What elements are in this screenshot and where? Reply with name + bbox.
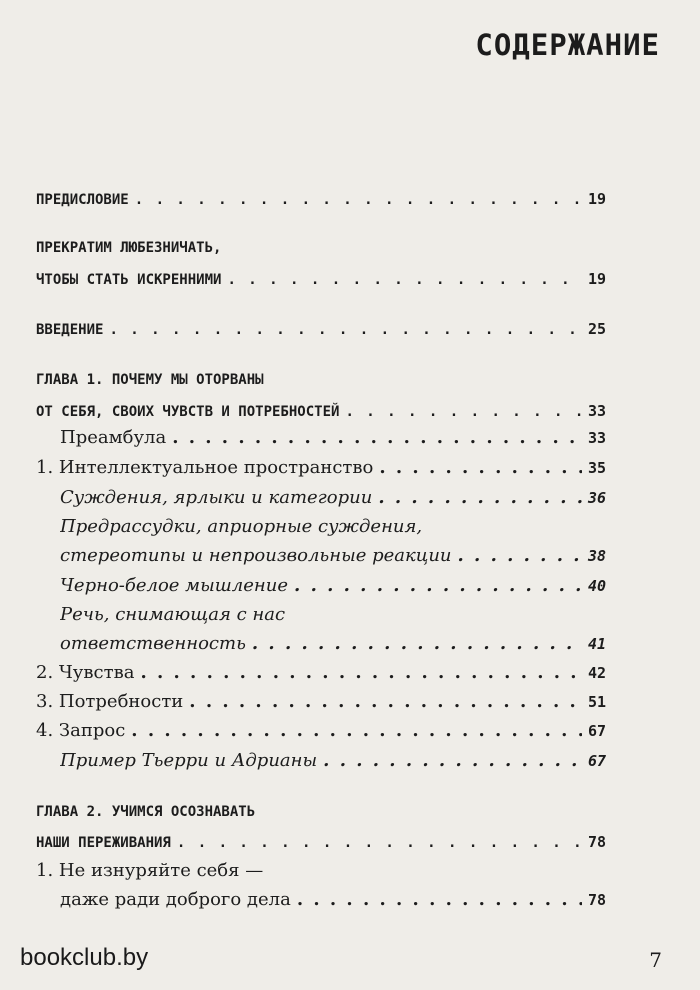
toc-item-prejudices-line1[interactable] bbox=[60, 516, 606, 537]
dot-leader bbox=[378, 487, 582, 508]
dot-leader bbox=[294, 575, 582, 596]
toc-page-number: 36 bbox=[587, 489, 606, 507]
chapter-heading: ГЛАВА 1. ПОЧЕМУ МЫ ОТОРВАНЫ bbox=[36, 372, 264, 388]
toc-item-preambula[interactable] bbox=[60, 427, 606, 448]
toc-chapter2-line2[interactable] bbox=[36, 833, 606, 851]
toc-chapter1-line1[interactable] bbox=[36, 372, 606, 388]
toc-item-label: ответственность bbox=[60, 633, 246, 654]
dot-leader bbox=[345, 404, 582, 420]
dot-leader bbox=[189, 691, 582, 712]
toc-entry-label: ПРЕКРАТИМ ЛЮБЕЗНИЧАТЬ, bbox=[36, 240, 222, 256]
toc-item-label: 3. Потребности bbox=[36, 691, 184, 712]
toc-page-number: 38 bbox=[587, 547, 606, 565]
toc-item-dont-exhaust-line1[interactable] bbox=[36, 860, 606, 881]
toc-entry-prekratim-line2[interactable] bbox=[36, 270, 606, 288]
toc-item-label: Пример Тьерри и Адрианы bbox=[60, 750, 318, 771]
dot-leader bbox=[252, 633, 582, 654]
toc-item-needs[interactable] bbox=[36, 691, 606, 712]
toc-page-number: 33 bbox=[587, 429, 606, 447]
toc-page-number: 35 bbox=[587, 459, 606, 477]
toc-chapter1-line2[interactable] bbox=[36, 402, 606, 420]
dot-leader bbox=[140, 662, 582, 683]
toc-item-speech-line2[interactable] bbox=[60, 633, 606, 654]
toc-entry-label: ЧТОБЫ СТАТЬ ИСКРЕННИМИ bbox=[36, 272, 222, 288]
dot-leader bbox=[172, 427, 582, 448]
toc-item-request[interactable] bbox=[36, 720, 606, 741]
toc-item-label: Предрассудки, априорные суждения, bbox=[60, 516, 423, 537]
chapter-heading: НАШИ ПЕРЕЖИВАНИЯ bbox=[36, 835, 171, 851]
toc-item-dont-exhaust-line2[interactable] bbox=[60, 889, 606, 910]
toc-item-label: Преамбула bbox=[60, 427, 167, 448]
dot-leader bbox=[297, 889, 582, 910]
toc-page-number: 40 bbox=[587, 577, 606, 595]
toc-item-prejudices-line2[interactable] bbox=[60, 545, 606, 566]
toc-entry-predislovie[interactable] bbox=[36, 190, 606, 208]
toc-item-black-white[interactable] bbox=[60, 575, 606, 596]
dot-leader bbox=[323, 750, 582, 771]
toc-chapter2-line1[interactable] bbox=[36, 804, 606, 820]
toc-item-label: 1. Интеллектуальное пространство bbox=[36, 457, 374, 478]
dot-leader bbox=[177, 835, 582, 851]
toc-entry-label: ВВЕДЕНИЕ bbox=[36, 322, 104, 338]
chapter-heading: ГЛАВА 2. УЧИМСЯ ОСОЗНАВАТЬ bbox=[36, 804, 256, 820]
dot-leader bbox=[379, 457, 582, 478]
toc-item-label: Суждения, ярлыки и категории bbox=[60, 487, 373, 508]
toc-item-label: Речь, снимающая с нас bbox=[60, 604, 286, 625]
toc-item-label: стереотипы и непроизвольные реакции bbox=[60, 545, 452, 566]
toc-item-label: даже ради доброго дела bbox=[60, 889, 291, 910]
toc-entry-label: ПРЕДИСЛОВИЕ bbox=[36, 192, 129, 208]
toc-page-number: 78 bbox=[587, 833, 606, 851]
toc-entry-vvedenie[interactable] bbox=[36, 320, 606, 338]
toc-page-number: 51 bbox=[587, 693, 606, 711]
toc-item-judgments[interactable] bbox=[60, 487, 606, 508]
toc-page-number: 33 bbox=[587, 402, 606, 420]
toc-page-number: 67 bbox=[587, 752, 606, 770]
chapter-heading: ОТ СЕБЯ, СВОИХ ЧУВСТВ И ПОТРЕБНОСТЕЙ bbox=[36, 404, 340, 420]
dot-leader bbox=[458, 545, 582, 566]
toc-item-feelings[interactable] bbox=[36, 662, 606, 683]
toc-page-number: 19 bbox=[587, 270, 606, 288]
toc-item-example[interactable] bbox=[60, 750, 606, 771]
toc-entry-prekratim-line1[interactable] bbox=[36, 240, 606, 256]
toc-item-label: Черно-белое мышление bbox=[60, 575, 289, 596]
toc-page-number: 25 bbox=[587, 320, 606, 338]
dot-leader bbox=[135, 192, 582, 208]
toc-item-label: 1. Не изнуряйте себя — bbox=[36, 860, 264, 881]
page-title: СОДЕРЖАНИЕ bbox=[475, 28, 660, 62]
dot-leader bbox=[227, 272, 582, 288]
dot-leader bbox=[131, 720, 582, 741]
toc-page-number: 42 bbox=[587, 664, 606, 682]
page-number: 7 bbox=[649, 948, 662, 972]
toc-item-speech-line1[interactable] bbox=[60, 604, 606, 625]
toc-page-number: 19 bbox=[587, 190, 606, 208]
toc-item-label: 2. Чувства bbox=[36, 662, 135, 683]
toc-item-label: 4. Запрос bbox=[36, 720, 126, 741]
toc-item-intellectual-space[interactable] bbox=[36, 457, 606, 478]
toc-page-number: 41 bbox=[587, 635, 606, 653]
toc-page-number: 67 bbox=[587, 722, 606, 740]
site-watermark: bookclub.by bbox=[20, 944, 149, 971]
dot-leader bbox=[109, 322, 582, 338]
toc-page-number: 78 bbox=[587, 891, 606, 909]
